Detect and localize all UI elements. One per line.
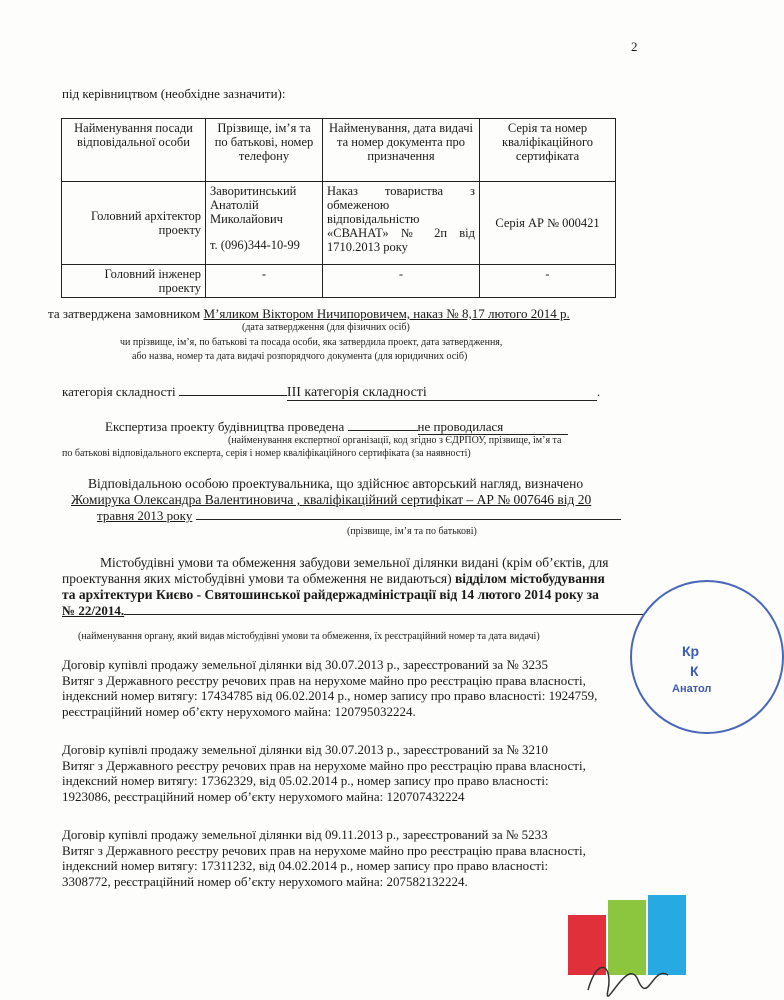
row1-position: Головний архітектор проекту: [62, 182, 206, 265]
table-row: [62, 182, 616, 265]
category-line: категорія складності ІІІ категорія складності .: [62, 384, 601, 400]
contract-block-1: [62, 657, 597, 719]
contract-block-2: [62, 742, 586, 804]
supervision-value-1: Жомирука Олександра Валентиновича , кваліфікаційний сертифікат – АР № 007646 від 20: [71, 492, 592, 507]
table-header-row: [62, 119, 616, 182]
header-position: Найменування посади відповідальної особи: [62, 119, 206, 182]
supervision-value-2-line: [97, 508, 621, 523]
supervision-text: Відповідальною особою проектувальника, що здійснює авторський нагляд, визначено: [88, 476, 584, 491]
signature-icon: [568, 895, 686, 995]
urban-line-2-bold: відділом містобудування: [454, 571, 605, 586]
row1-phone: т. (096)344-10-99: [210, 238, 300, 252]
supervision-note: (прізвище, ім’я та по батькові): [347, 526, 477, 537]
header-name: Прізвище, ім’я та по батькові, номер телефону: [206, 119, 323, 182]
urban-line-4: [62, 603, 644, 618]
header-document: Найменування, дата видачі та номер документа про призначення: [323, 119, 480, 182]
row1-certificate: Серія АР № 000421: [480, 182, 616, 265]
contract-3-line-4: 3308772, реєстраційний номер об’єкту нерухомого майна: 207582132224.: [62, 873, 468, 889]
expertise-value: не проводилася: [417, 419, 504, 434]
approval-note-3: або назва, номер та дата видачі розпорядчого документа (для юридичних осіб): [132, 351, 468, 362]
row1-name-cell: [206, 182, 323, 265]
expertise-note-1: (найменування експертної організації, код згідно з ЄДРПОУ, прізвище, ім’я та: [228, 435, 562, 446]
row1-name: Заворитинський Анатолій Миколайович: [210, 184, 297, 226]
approval-note-1: (дата затвердження (для фізичних осіб): [242, 322, 410, 333]
row2-position: Головний інженер проекту: [62, 265, 206, 298]
contract-2-line-1: Договір купівлі продажу земельної ділянки від 30.07.2013 р., зареєстрований за № 3210: [62, 742, 549, 757]
approval-line: [48, 306, 570, 321]
row2-certificate: -: [480, 265, 616, 298]
intro-text: під керівництвом (необхідне зазначити):: [62, 86, 286, 101]
expertise-note-2: по батькові відповідального експерта, серія і номер кваліфікаційного сертифіката (за наявності): [62, 448, 471, 459]
urban-line-4-value: № 22/2014.: [62, 603, 125, 618]
approval-prefix: та затверджена замовником: [48, 306, 201, 321]
stamp-line-3: Анатол: [672, 683, 712, 695]
header-certificate: Серія та номер кваліфікаційного сертифіката: [480, 119, 616, 182]
category-value: ІІІ категорія складності: [286, 385, 427, 400]
approval-value: М’яликом Віктором Ничипоровичем, наказ № 8,17 лютого 2014 р.: [203, 306, 570, 321]
row1-document: Наказ товариства з обмеженою відповідальністю «СВАНАТ» № 2п від 1710.2013 року: [323, 182, 480, 265]
contract-block-3: [62, 827, 586, 889]
contract-3-line-1: Договір купівлі продажу земельної ділянки від 09.11.2013 р., зареєстрований за № 5233: [62, 827, 548, 842]
responsible-persons-table: [61, 118, 616, 298]
supervision-value-2: травня 2013 року: [97, 508, 193, 523]
page-number: 2: [631, 39, 638, 54]
contract-1-line-4: реєстраційний номер об’єкту нерухомого майна: 120795032224.: [62, 703, 416, 719]
urban-line-2-plain: проектування яких містобудівні умови та обмеження не видаються): [62, 571, 452, 586]
table-row: [62, 265, 616, 298]
expertise-line: [105, 419, 568, 435]
stamp-line-1: Кр: [682, 643, 700, 659]
stamp-line-2: К: [690, 663, 699, 679]
contract-2-line-2: Витяг з Державного реєстру речових прав на нерухоме майно про реєстрацію права власності,: [62, 757, 586, 773]
row2-document: -: [323, 265, 480, 298]
contract-1-line-3: індексний номер витягу: 17434785 від 06.02.2014 р., номер запису про право власності: 1924759,: [62, 688, 598, 703]
row2-name: -: [206, 265, 323, 298]
urban-line-3: та архітектури Києво - Святошинської райдержадміністрації від 14 лютого 2014 року за: [62, 587, 599, 602]
approval-note-2: чи прізвище, ім’я, по батькові та посада особи, яка затвердила проект, дата затвердження,: [120, 337, 503, 348]
urban-line-2: [62, 571, 605, 586]
category-label: категорія складності: [62, 384, 176, 399]
urban-note: (найменування органу, який видав містобудівні умови та обмеження, їх реєстраційний номер та дата видачі): [78, 631, 540, 642]
contract-1-line-1: Договір купівлі продажу земельної ділянки від 30.07.2013 р., зареєстрований за № 3235: [62, 657, 549, 672]
contract-1-line-2: Витяг з Державного реєстру речових прав на нерухоме майно про реєстрацію права власності,: [62, 672, 586, 688]
urban-line-1: Містобудівні умови та обмеження забудови земельної ділянки видані (крім об’єктів, для: [100, 555, 609, 570]
contract-2-line-4: 1923086, реєстраційний номер об’єкту нерухомого майна: 120707432224: [62, 788, 465, 804]
contract-3-line-3: індексний номер витягу: 17311232, від 04.02.2014 р., номер запису про право власності:: [62, 858, 549, 873]
watermark-logo: [568, 895, 686, 995]
stamp-seal: [630, 580, 784, 734]
contract-3-line-2: Витяг з Державного реєстру речових прав на нерухоме майно про реєстрацію права власності,: [62, 842, 586, 858]
contract-2-line-3: індексний номер витягу: 17362329, від 05.02.2014 р., номер запису про право власності:: [62, 773, 549, 788]
expertise-label: Експертиза проекту будівництва проведена: [105, 419, 345, 434]
